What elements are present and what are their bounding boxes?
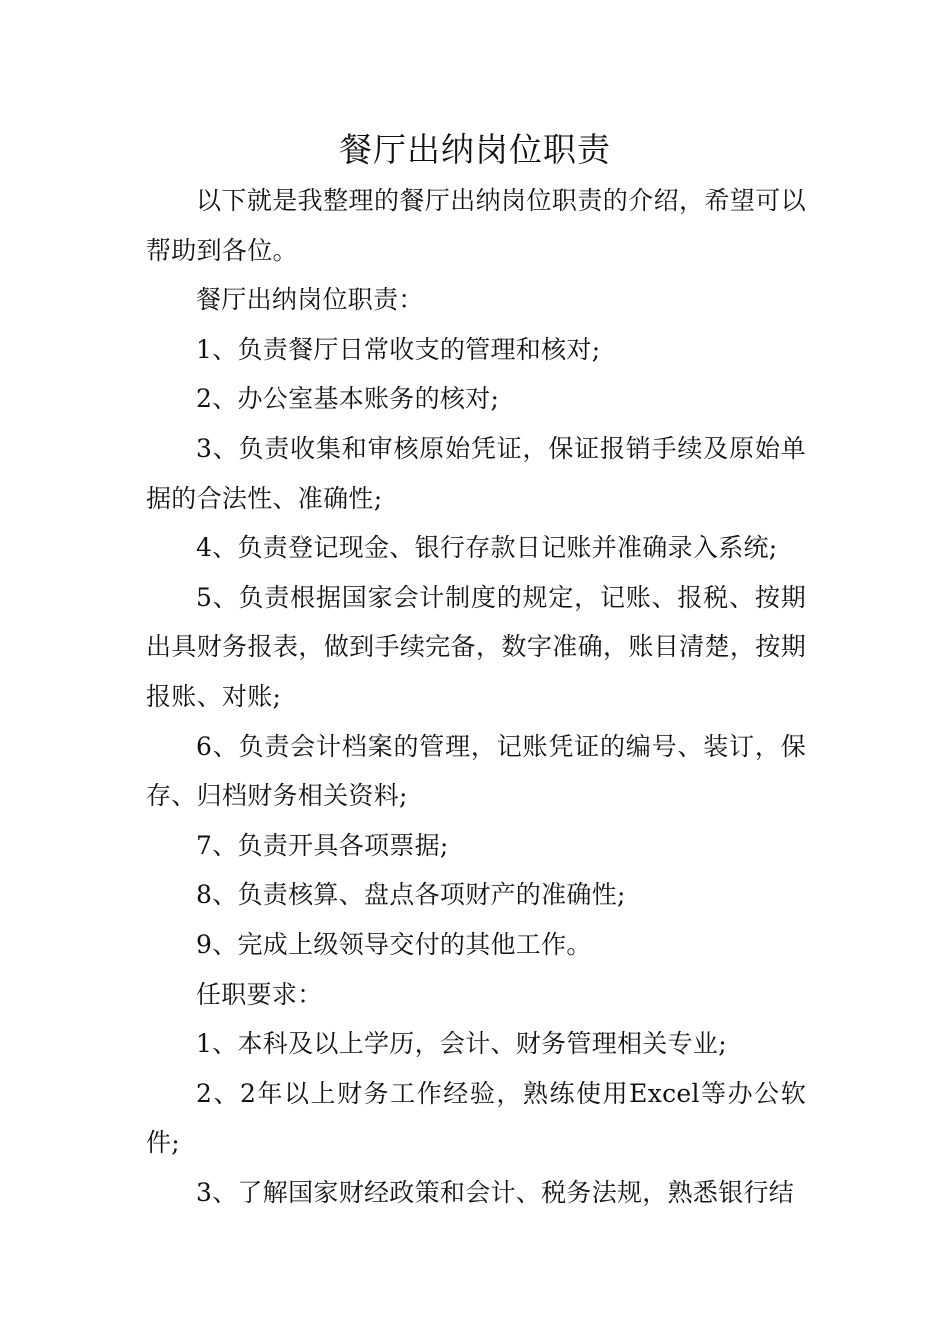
- intro-paragraph: 以下就是我整理的餐厅出纳岗位职责的介绍，希望可以帮助到各位。: [146, 186, 806, 265]
- duty-item-6: 6、负责会计档案的管理，记账凭证的编号、装订，保存、归档财务相关资料;: [146, 731, 806, 811]
- duty-item-1: 1、负责餐厅日常收支的管理和核对;: [196, 334, 601, 364]
- duty-item-7: 7、负责开具各项票据;: [196, 830, 449, 860]
- document-title: 餐厅出纳岗位职责: [339, 130, 611, 169]
- duties-heading: 餐厅出纳岗位职责：: [196, 285, 424, 315]
- duty-item-8: 8、负责核算、盘点各项财产的准确性;: [196, 880, 626, 910]
- requirement-item-1: 1、本科及以上学历，会计、财务管理相关专业;: [196, 1029, 727, 1059]
- requirement-item-3: 3、了解国家财经政策和会计、税务法规，熟悉银行结: [196, 1177, 795, 1207]
- requirement-item-2: 2、2年以上财务工作经验，熟练使用Excel等办公软件;: [146, 1078, 806, 1158]
- duty-item-2: 2、办公室基本账务的核对;: [196, 384, 500, 414]
- duty-item-4: 4、负责登记现金、银行存款日记账并准确录入系统;: [196, 533, 778, 563]
- duty-item-9: 9、完成上级领导交付的其他工作。: [196, 929, 592, 959]
- duty-item-5: 5、负责根据国家会计制度的规定，记账、报税、按期出具财务报表，做到手续完备，数字准确，账目清楚，按期报账、对账;: [146, 582, 806, 711]
- duty-item-3: 3、负责收集和审核原始凭证，保证报销手续及原始单据的合法性、准确性;: [146, 433, 806, 513]
- document-body: [146, 176, 806, 1217]
- requirements-heading: 任职要求：: [196, 979, 323, 1009]
